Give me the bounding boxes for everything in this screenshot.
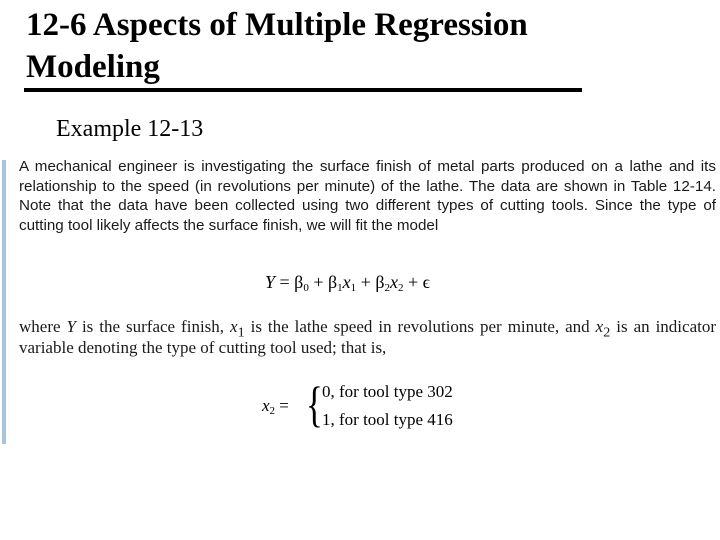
indicator-case-416: 1, for tool type 416 [322,410,453,429]
para2-y: Y [66,317,76,336]
variable-definition-paragraph [19,316,716,358]
para2-x1-sub: 1 [237,324,245,341]
left-accent-bar [2,160,6,444]
indicator-lhs [262,396,289,416]
slide-title-text: 12-6 Aspects of Multiple Regression Modeling [26,7,528,85]
eq-beta0: β [294,272,304,292]
eq-response: Y [265,272,276,292]
indicator-equals: = [279,396,289,415]
para2-part4: is an indicator variable denoting the type of cutting tool used; that is, [19,317,717,357]
slide-title [26,4,586,88]
example-heading: Example 12-13 [56,116,204,142]
eq-beta0-sub: 0 [303,282,309,294]
eq-beta2: β [375,272,385,292]
para2-part2: is the surface finish, [75,317,231,336]
eq-x1: x [342,272,351,292]
eq-beta1-sub: 1 [337,282,343,294]
eq-beta1: β [328,272,338,292]
intro-paragraph: A mechanical engineer is investigating the surface finish of metal parts produced on a lathe and its relationship to the speed (in revolutions per minute) of the lathe. The data are shown in Table 12-14. Note that the data have been collected using two different types of cutting tools. Since the type of cutting tool likely affects the surface finish, we will fit the model [19,158,716,234]
eq-error: ϵ [422,272,430,292]
para2-x2: x [595,317,604,336]
para2-x1: x [230,317,238,336]
eq-beta2-sub: 2 [384,282,390,294]
title-underline [24,88,582,92]
eq-x1-sub: 1 [350,282,357,294]
eq-plus-2: + [360,272,371,292]
indicator-brace: { [306,376,323,432]
eq-plus-1: + [313,272,324,292]
para2-x2-sub: 2 [603,324,611,341]
eq-plus-3: + [408,272,419,292]
eq-x2: x [390,272,398,292]
eq-equals: = [279,272,290,292]
indicator-case-302: 0, for tool type 302 [322,382,453,401]
para2-part1: where [19,317,67,336]
para2-part3: is the lathe speed in revolutions per minute, and [244,317,596,336]
eq-x2-sub: 2 [398,282,404,294]
indicator-lhs-sub: 2 [269,405,276,417]
indicator-lhs-var: x [262,396,270,415]
regression-model-equation [265,270,430,294]
